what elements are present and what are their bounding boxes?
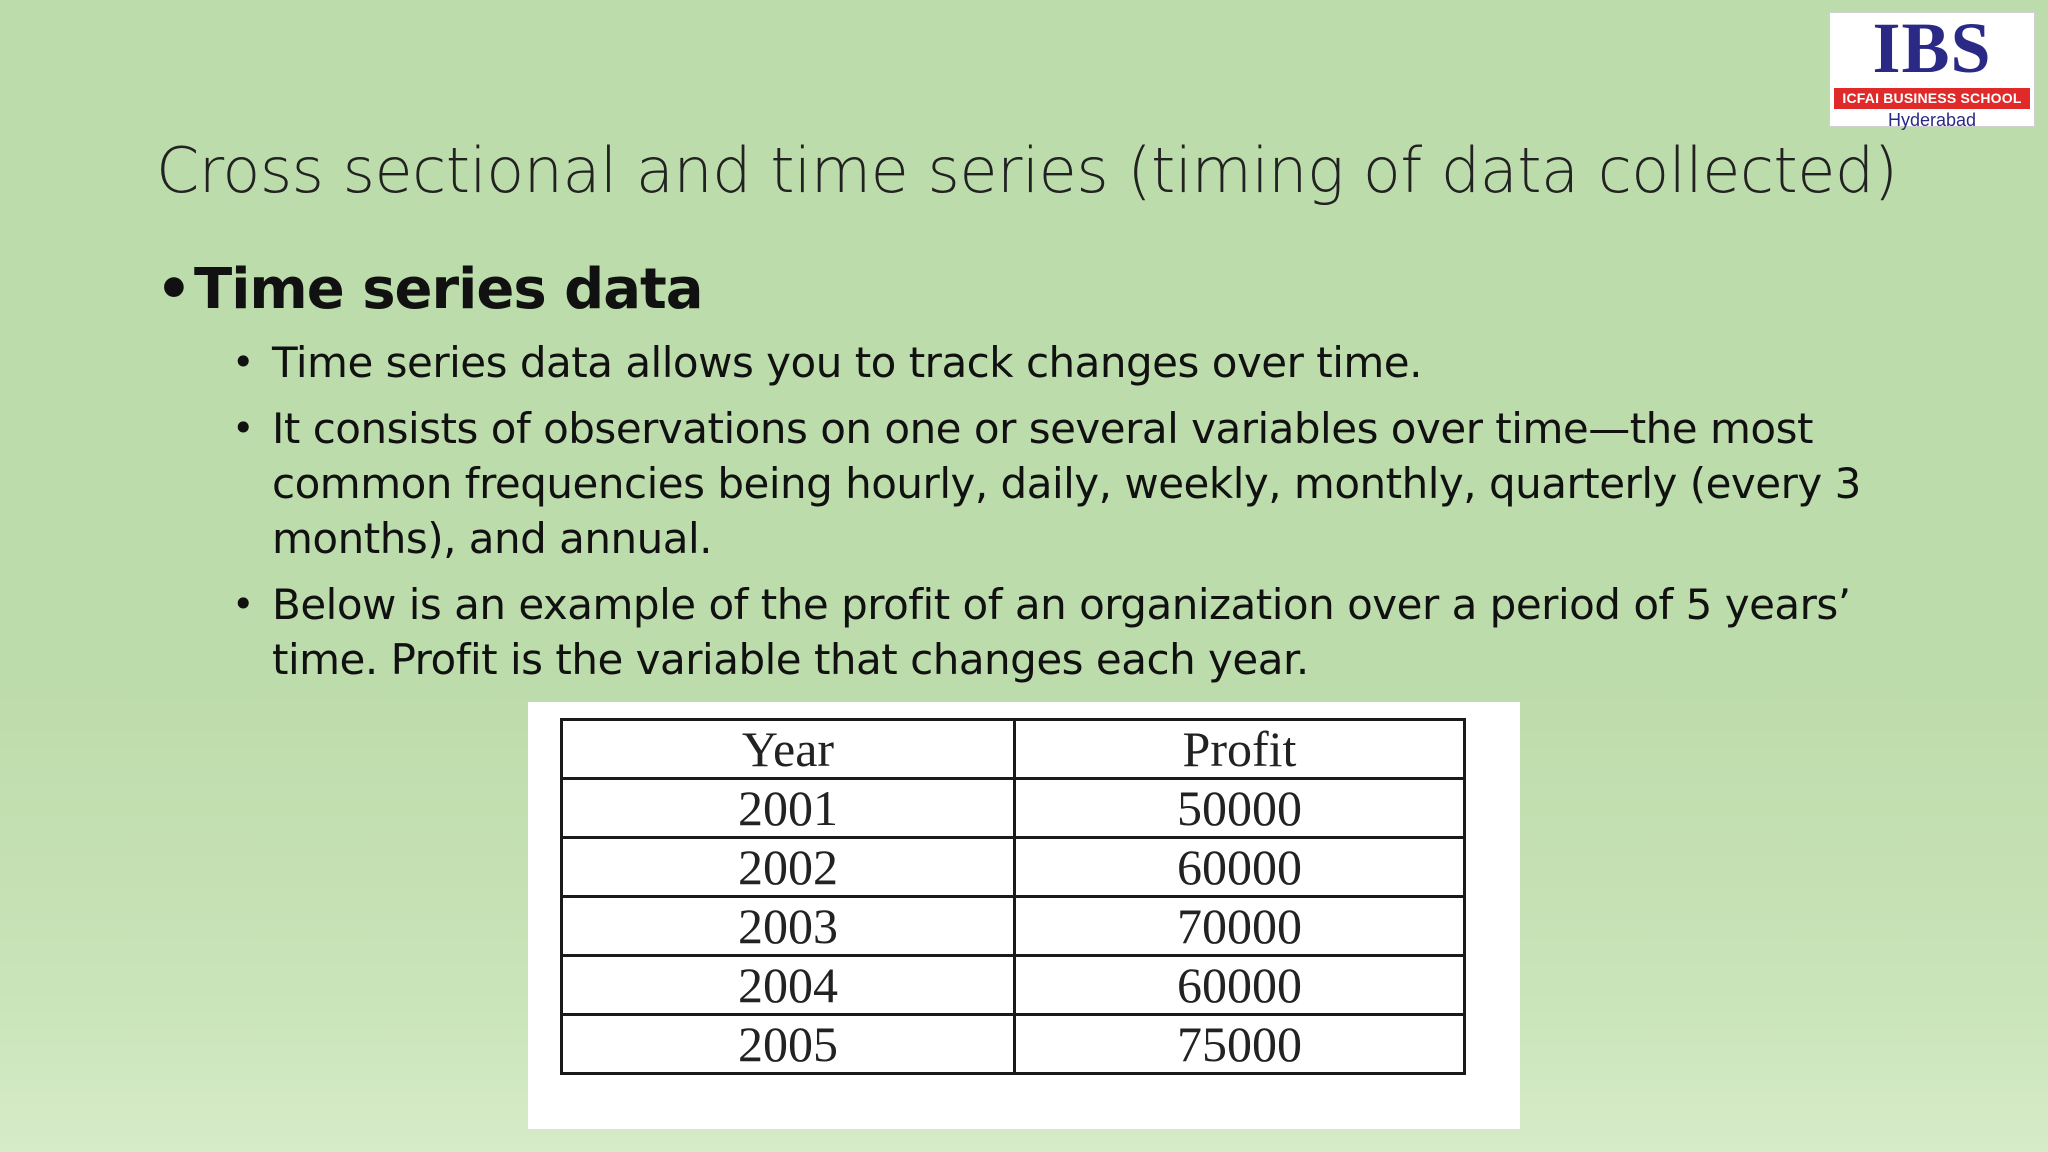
sub-bullet-list (156, 335, 1861, 687)
bullet-heading-text: Time series data (194, 257, 703, 322)
header-profit: Profit (1015, 720, 1465, 779)
table-row (562, 1015, 1465, 1074)
cell-profit: 50000 (1015, 779, 1465, 838)
slide-title: Cross sectional and time series (timing of data collected) (156, 134, 1898, 207)
logo-mark: IBS (1872, 8, 1992, 88)
table-row (562, 956, 1465, 1015)
bullet-heading (156, 255, 1856, 325)
cell-profit: 75000 (1015, 1015, 1465, 1074)
table-header-row (562, 720, 1465, 779)
cell-year: 2003 (562, 897, 1015, 956)
cell-year: 2001 (562, 779, 1015, 838)
profit-table-container (528, 702, 1520, 1129)
bullet-list (156, 255, 1861, 698)
table-row (562, 779, 1465, 838)
cell-profit: 60000 (1015, 838, 1465, 897)
sub-bullet-1: • Time series data allows you to track changes over time. (272, 335, 1892, 390)
sub-bullet-3: • Below is an example of the profit of an organization over a period of 5 years’ time. Profit is the variable that changes each year. (272, 577, 1892, 687)
cell-profit: 60000 (1015, 956, 1465, 1015)
cell-year: 2005 (562, 1015, 1015, 1074)
cell-year: 2004 (562, 956, 1015, 1015)
cell-profit: 70000 (1015, 897, 1465, 956)
header-year: Year (562, 720, 1015, 779)
sub-bullet-2: • It consists of observations on one or several variables over time—the most common frequencies being hourly, daily, weekly, monthly, quarterly (every 3 months), and annual. (272, 401, 1892, 566)
cell-year: 2002 (562, 838, 1015, 897)
profit-table (560, 718, 1466, 1075)
logo-city: Hyderabad (1887, 110, 1977, 130)
table-row (562, 897, 1465, 956)
logo-band-text: ICFAI BUSINESS SCHOOL (1834, 88, 2030, 109)
ibs-logo (1829, 8, 2035, 130)
table-row (562, 838, 1465, 897)
